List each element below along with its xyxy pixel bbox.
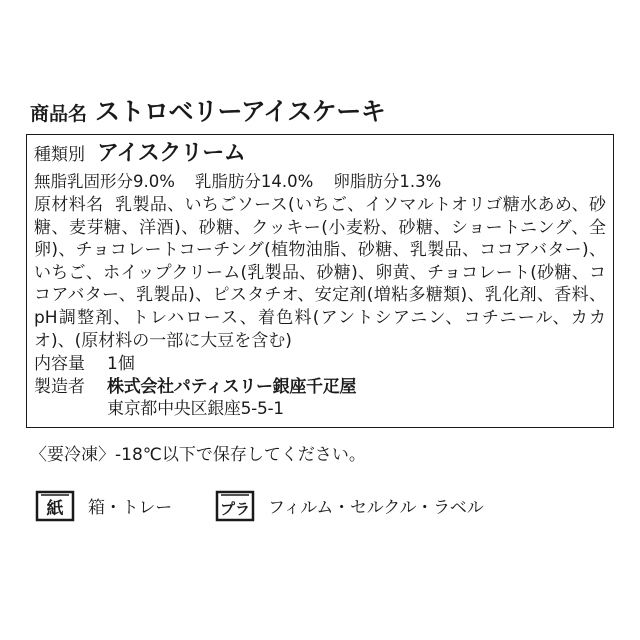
- maker-name: 株式会社パティスリー銀座千疋屋: [107, 377, 357, 398]
- milk-fat: 乳脂肪分14.0%: [194, 171, 314, 191]
- svg-text:プラ: プラ: [219, 499, 251, 518]
- product-name-label: 商品名: [30, 103, 88, 125]
- paper-recycle-icon: [34, 489, 76, 523]
- recycle-mark-paper: [34, 489, 172, 523]
- maker-row: [34, 376, 606, 420]
- kind-value: アイスクリーム: [97, 141, 246, 166]
- maker-address: 東京都中央区銀座5-5-1: [107, 399, 284, 420]
- nutrition-info-box: [26, 134, 614, 428]
- nonfat-milk-solids: 無脂乳固形分9.0%: [34, 171, 175, 191]
- recycle-marks: [34, 489, 614, 523]
- amount-row: [34, 353, 606, 375]
- product-name-value: ストロベリーアイスケーキ: [95, 97, 386, 126]
- ingredients-value: 乳製品、いちごソース(いちご、イソマルトオリゴ糖水あめ、砂糖、麦芽糖、洋酒)、砂糖、クッキー(小麦粉、砂糖、ショートニング、全卵)、チョコレートコーチング(植物油脂、砂糖、乳製品、ココアバター)、いちご、ホイップクリーム(乳製品、砂糖)、卵黄、チョコレート(砂糖、ココアバター、乳製品)、ピスタチオ、安定剤(増粘多糖類)、乳化剤、香料、pH調整剤、トレハロース、着色料(アントシアニン、コチニール、カカオ)、(原材料の一部に大豆を含む): [34, 195, 607, 351]
- maker-label: 製造者: [34, 377, 85, 398]
- storage-note: 〈要冷凍〉-18℃以下で保存してください。: [30, 444, 366, 465]
- svg-text:紙: 紙: [46, 498, 64, 519]
- ingredients-row: [34, 194, 606, 352]
- amount-value: 1個: [107, 354, 135, 375]
- nutrition-row: [34, 171, 606, 192]
- plastic-recycle-text: フィルム・セルクル・ラベル: [268, 498, 484, 519]
- product-name-row: [30, 92, 614, 128]
- egg-fat: 卵脂肪分1.3%: [333, 171, 442, 191]
- plastic-recycle-icon: [214, 489, 256, 523]
- kind-label: 種類別: [34, 145, 85, 165]
- recycle-mark-plastic: [214, 489, 484, 523]
- amount-label: 内容量: [34, 354, 85, 375]
- kind-row: [34, 140, 606, 169]
- ingredients-label: 原材料名: [34, 195, 104, 216]
- paper-recycle-text: 箱・トレー: [88, 498, 172, 519]
